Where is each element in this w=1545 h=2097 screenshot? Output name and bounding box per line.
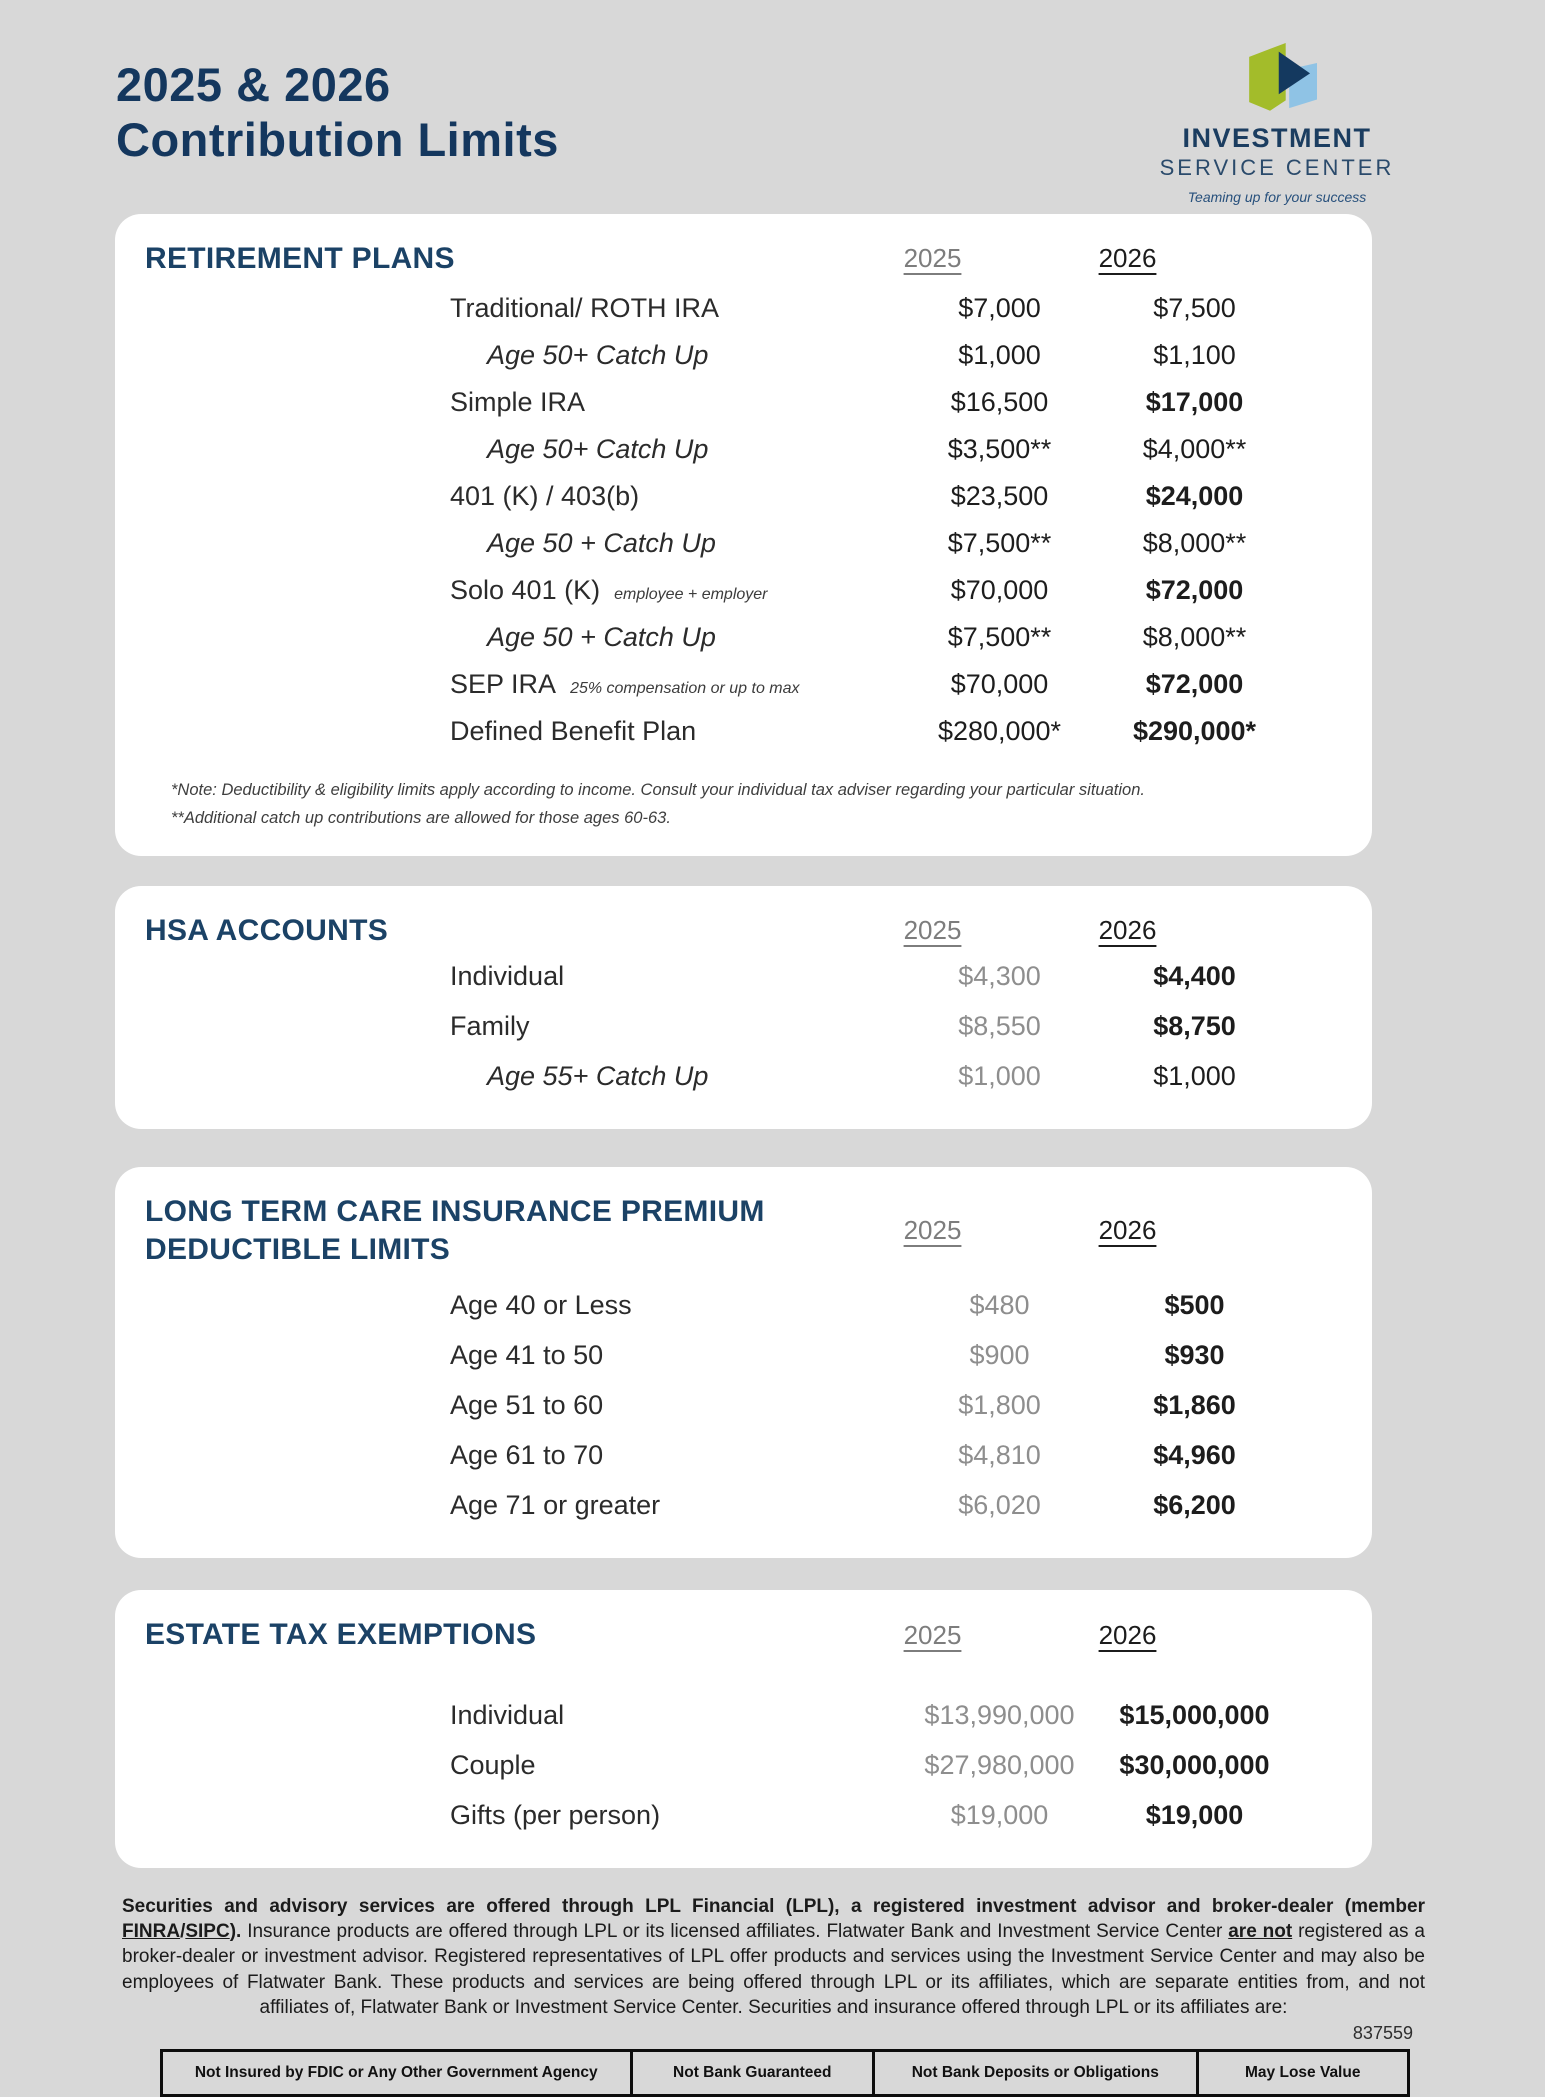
row-label-wrap: [115, 1440, 912, 1471]
disclaimer-bold-close: ).: [229, 1921, 242, 1943]
row-label-wrap: [115, 669, 912, 700]
row-label-wrap: [115, 434, 912, 465]
value-2025: $7,500**: [947, 528, 1052, 559]
sipc-link: SIPC: [185, 1921, 230, 1943]
table-row: [115, 1440, 1372, 1490]
value-2026: $4,000**: [1142, 434, 1247, 465]
column-header-2026: 2026: [1098, 243, 1157, 274]
disclosure-box: Not Bank Deposits or Obligations: [872, 2052, 1195, 2094]
row-label: Age 51 to 60: [450, 1390, 604, 1421]
row-label: Age 50+ Catch Up: [487, 434, 709, 465]
page-footer: [122, 1894, 1425, 2097]
page-header: [0, 0, 1545, 205]
section-rows: [115, 961, 1372, 1111]
value-2026: $290,000*: [1132, 716, 1257, 747]
row-sublabel: employee + employer: [614, 586, 768, 604]
column-header-2025: 2025: [903, 243, 962, 274]
value-2025: $27,980,000: [924, 1749, 1075, 1780]
document-number: 837559: [1352, 2023, 1413, 2044]
value-2025: $1,800: [958, 1390, 1041, 1421]
column-header-2025: 2025: [903, 915, 962, 946]
disclaimer-body-2: registered as a broker-dealer or investment advisor. Registered representatives of LPL offer products and services using the Investment Service Center and may also be employees of Flatwater Bank. These products and services are being offered through LPL or its affiliates, which are separate entities from, and not affiliates of, Flatwater Bank or Investment Service Center. Securities and insurance offered through LPL or its affiliates are:: [122, 1921, 1425, 2018]
row-label-wrap: [115, 387, 912, 418]
row-label: Age 55+ Catch Up: [487, 1061, 709, 1092]
value-2026: $7,500: [1153, 293, 1236, 324]
value-2026: $8,000**: [1142, 528, 1247, 559]
section-notes: [115, 763, 1372, 837]
table-row: [115, 528, 1372, 575]
value-2025: $19,000: [950, 1799, 1049, 1830]
disclaimer-separator: /: [180, 1921, 186, 1943]
table-row: [115, 1750, 1372, 1800]
value-2025: $70,000: [950, 669, 1049, 700]
table-row: [115, 716, 1372, 763]
value-2026: $17,000: [1145, 387, 1244, 418]
row-label-wrap: [115, 528, 912, 559]
row-label-wrap: [115, 622, 912, 653]
table-row: [115, 387, 1372, 434]
value-2025: $70,000: [950, 575, 1049, 606]
row-label: Individual: [450, 961, 565, 992]
value-2026: $8,000**: [1142, 622, 1247, 653]
section-card-hsa-accounts: [115, 886, 1372, 1130]
section-title: LONG TERM CARE INSURANCE PREMIUM DEDUCTIBLE LIMITS: [145, 1195, 765, 1266]
row-label: Defined Benefit Plan: [450, 716, 697, 747]
fdic-disclosure-table: [160, 2049, 1410, 2097]
row-label: Family: [450, 1011, 530, 1042]
disclaimer-body-1: Insurance products are offered through LPL or its licensed affiliates. Flatwater Bank and Investment Service Center: [241, 1921, 1229, 1943]
value-2026: $72,000: [1145, 575, 1244, 606]
logo-brand-line1: INVESTMENT: [1182, 123, 1372, 153]
disclaimer-bold-lead: Securities and advisory services are offered through LPL Financial (LPL), a registered investment advisor and broker-dealer (member: [122, 1895, 1425, 1917]
section-header: [115, 1193, 1372, 1268]
row-label-wrap: [115, 1750, 912, 1781]
value-2026: $19,000: [1145, 1799, 1244, 1830]
row-label: Individual: [450, 1699, 565, 1730]
row-label: Age 40 or Less: [450, 1290, 632, 1321]
row-label: Traditional/ ROTH IRA: [450, 293, 720, 324]
table-row: [115, 575, 1372, 622]
logo-brand-line2: SERVICE CENTER: [1159, 155, 1395, 180]
disclosure-box: Not Bank Guaranteed: [630, 2052, 873, 2094]
value-2026: $4,400: [1153, 961, 1236, 992]
value-2026: $930: [1164, 1340, 1225, 1371]
value-2025: $7,500**: [947, 622, 1052, 653]
row-label: Age 71 or greater: [450, 1490, 661, 1521]
row-label: Age 41 to 50: [450, 1340, 604, 1371]
row-label-wrap: [115, 1340, 912, 1371]
section-header: [115, 912, 1372, 950]
value-2025: $480: [969, 1290, 1030, 1321]
row-label-wrap: [115, 716, 912, 747]
column-header-2025: 2025: [903, 1619, 962, 1650]
section-title: RETIREMENT PLANS: [145, 241, 455, 275]
row-label-wrap: [115, 340, 912, 371]
row-label-wrap: [115, 1800, 912, 1831]
disclosure-box: Not Insured by FDIC or Any Other Government Agency: [194, 2064, 598, 2082]
row-label-wrap: [115, 293, 912, 324]
row-label-wrap: [115, 481, 912, 512]
table-row: [115, 340, 1372, 387]
value-2026: $15,000,000: [1119, 1699, 1270, 1730]
row-sublabel: 25% compensation or up to max: [570, 680, 800, 698]
section-rows: [115, 293, 1372, 763]
row-label: 401 (K) / 403(b): [450, 481, 640, 512]
section-title: ESTATE TAX EXEMPTIONS: [145, 1618, 537, 1652]
row-label: SEP IRA: [450, 669, 557, 700]
disclosure-box: May Lose Value: [1196, 2052, 1407, 2094]
section-header: [115, 240, 1372, 278]
logo-icon: [1227, 36, 1327, 121]
column-header-2026: 2026: [1098, 1215, 1157, 1246]
investment-service-center-logo: [1137, 36, 1417, 205]
value-2026: $4,960: [1153, 1440, 1236, 1471]
table-row: [115, 1290, 1372, 1340]
table-row: [115, 1490, 1372, 1540]
value-2026: $1,000: [1153, 1061, 1236, 1092]
value-2025: $1,000: [958, 340, 1041, 371]
row-label: Age 50 + Catch Up: [487, 622, 716, 653]
row-label-wrap: [115, 575, 912, 606]
section-header: [115, 1616, 1372, 1654]
section-rows: [115, 1290, 1372, 1540]
legal-disclaimer: [122, 1894, 1425, 2020]
column-header-2025: 2025: [903, 1215, 962, 1246]
value-2026: $30,000,000: [1119, 1749, 1270, 1780]
section-card-estate-tax-exemptions: [115, 1590, 1372, 1868]
row-label-wrap: [115, 1011, 912, 1042]
table-row: [115, 1061, 1372, 1111]
table-row: [115, 293, 1372, 340]
table-row: [115, 1800, 1372, 1850]
table-row: [115, 481, 1372, 528]
finra-link: FINRA: [122, 1921, 181, 1943]
row-label-wrap: [115, 1390, 912, 1421]
table-row: [115, 1390, 1372, 1440]
value-2025: $1,000: [958, 1061, 1041, 1092]
table-row: [115, 622, 1372, 669]
value-2026: $500: [1164, 1290, 1225, 1321]
page-title-line1: 2025 & 2026: [116, 58, 391, 111]
value-2025: $4,300: [958, 961, 1041, 992]
value-2026: $72,000: [1145, 669, 1244, 700]
page-title-line2: Contribution Limits: [116, 112, 559, 166]
table-row: [115, 961, 1372, 1011]
row-label-wrap: [115, 1290, 912, 1321]
value-2025: $13,990,000: [924, 1699, 1075, 1730]
row-label: Solo 401 (K): [450, 575, 601, 606]
value-2026: $1,860: [1153, 1390, 1236, 1421]
table-row: [115, 669, 1372, 716]
value-2025: $6,020: [958, 1490, 1041, 1521]
value-2026: $1,100: [1153, 340, 1236, 371]
column-header-2026: 2026: [1098, 1619, 1157, 1650]
table-row: [115, 1011, 1372, 1061]
footnote: **Additional catch up contributions are allowed for those ages 60-63.: [171, 808, 671, 827]
value-2026: $24,000: [1145, 481, 1244, 512]
section-card-long-term-care: [115, 1167, 1372, 1558]
table-row: [115, 1700, 1372, 1750]
value-2026: $8,750: [1153, 1011, 1236, 1042]
row-label: Simple IRA: [450, 387, 586, 418]
row-label-wrap: [115, 1061, 912, 1092]
value-2025: $8,550: [958, 1011, 1041, 1042]
section-rows: [115, 1700, 1372, 1850]
logo-tagline: Teaming up for your success: [1187, 189, 1367, 205]
value-2025: $900: [969, 1340, 1030, 1371]
page-title: [116, 58, 559, 168]
value-2025: $16,500: [950, 387, 1049, 418]
value-2026: $6,200: [1153, 1490, 1236, 1521]
value-2025: $280,000*: [937, 716, 1062, 747]
section-title: HSA ACCOUNTS: [145, 913, 389, 947]
value-2025: $4,810: [958, 1440, 1041, 1471]
row-label: Gifts (per person): [450, 1799, 661, 1830]
column-header-2026: 2026: [1098, 915, 1157, 946]
value-2025: $3,500**: [947, 434, 1052, 465]
table-row: [115, 1340, 1372, 1390]
section-card-retirement-plans: [115, 214, 1372, 856]
value-2025: $7,000: [958, 293, 1041, 324]
row-label: Age 50+ Catch Up: [487, 340, 709, 371]
row-label-wrap: [115, 1490, 912, 1521]
row-label: Couple: [450, 1749, 536, 1780]
row-label: Age 50 + Catch Up: [487, 528, 716, 559]
footnote: *Note: Deductibility & eligibility limits apply according to income. Consult your individual tax adviser regarding your particular situation.: [171, 781, 1145, 800]
row-label: Age 61 to 70: [450, 1440, 604, 1471]
are-not-emphasis: are not: [1228, 1921, 1293, 1943]
table-row: [115, 434, 1372, 481]
value-2025: $23,500: [950, 481, 1049, 512]
row-label-wrap: [115, 961, 912, 992]
row-label-wrap: [115, 1700, 912, 1731]
